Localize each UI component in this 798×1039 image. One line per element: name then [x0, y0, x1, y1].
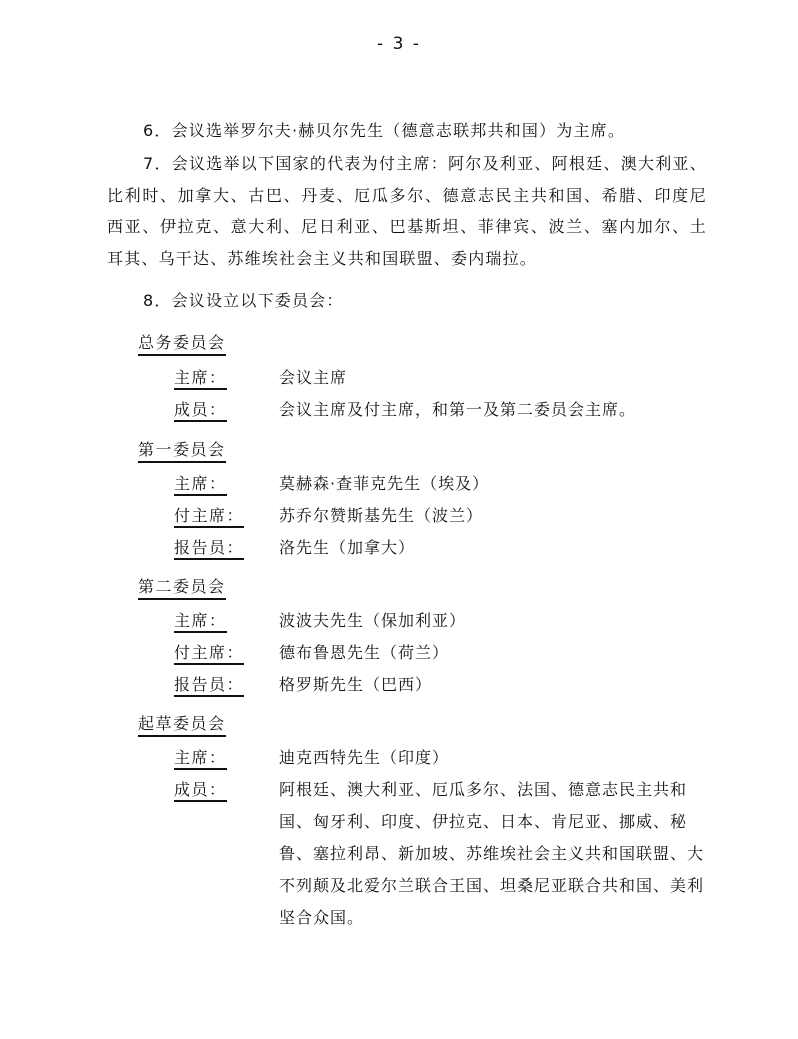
chair-label: 主席： [174, 474, 227, 494]
vice-chair-label: 付主席： [174, 643, 244, 663]
members-label: 成员： [174, 780, 227, 800]
vice-chair-value: 苏乔尔赞斯基先生（波兰） [279, 506, 484, 525]
chair-value: 波波夫先生（保加利亚） [279, 611, 467, 630]
chair-value: 会议主席 [279, 368, 348, 387]
vice-chair-label: 付主席： [174, 506, 244, 526]
members-label: 成员： [174, 400, 227, 420]
chair-value: 莫赫森·查菲克先生（埃及） [279, 474, 490, 493]
committee-drafting-title: 起草委员会 [138, 714, 226, 737]
members-value: 会议主席及付主席，和第一及第二委员会主席。 [279, 400, 637, 419]
committee-general-title: 总务委员会 [138, 333, 226, 356]
page-number: - 3 - [377, 34, 421, 54]
rapporteur-value: 格罗斯先生（巴西） [279, 675, 433, 694]
committee-first-title: 第一委员会 [138, 440, 226, 463]
chair-value: 迪克西特先生（印度） [279, 748, 450, 767]
paragraph-6: 6．会议选举罗尔夫·赫贝尔先生（德意志联邦共和国）为主席。 [143, 121, 626, 140]
paragraph-8: 8．会议设立以下委员会： [143, 291, 344, 310]
drafting-members-value: 阿根廷、澳大利亚、厄瓜多尔、法国、德意志民主共和国、匈牙利、印度、伊拉克、日本、肯尼亚、挪威、秘鲁、塞拉利昂、新加坡、苏维埃社会主义共和国联盟、大不列颠及北爱尔兰联合王国、坦桑尼亚联合共和国、美利坚合众国。 [279, 780, 705, 927]
paragraph-7: 7．会议选举以下国家的代表为付主席：阿尔及利亚、阿根廷、澳大利亚、比利时、加拿大、古巴、丹麦、厄瓜多尔、德意志民主共和国、希腊、印度尼西亚、伊拉克、意大利、尼日利亚、巴基斯坦、菲律宾、波兰、塞内加尔、土耳其、乌干达、苏维埃社会主义共和国联盟、委内瑞拉。 [107, 154, 707, 268]
chair-label: 主席： [174, 611, 227, 631]
rapporteur-label: 报告员： [174, 538, 244, 558]
rapporteur-label: 报告员： [174, 675, 244, 695]
rapporteur-value: 洛先生（加拿大） [279, 538, 416, 557]
chair-label: 主席： [174, 368, 227, 388]
vice-chair-value: 德布鲁恩先生（荷兰） [279, 643, 450, 662]
chair-label: 主席： [174, 748, 227, 768]
committee-second-title: 第二委员会 [138, 577, 226, 600]
